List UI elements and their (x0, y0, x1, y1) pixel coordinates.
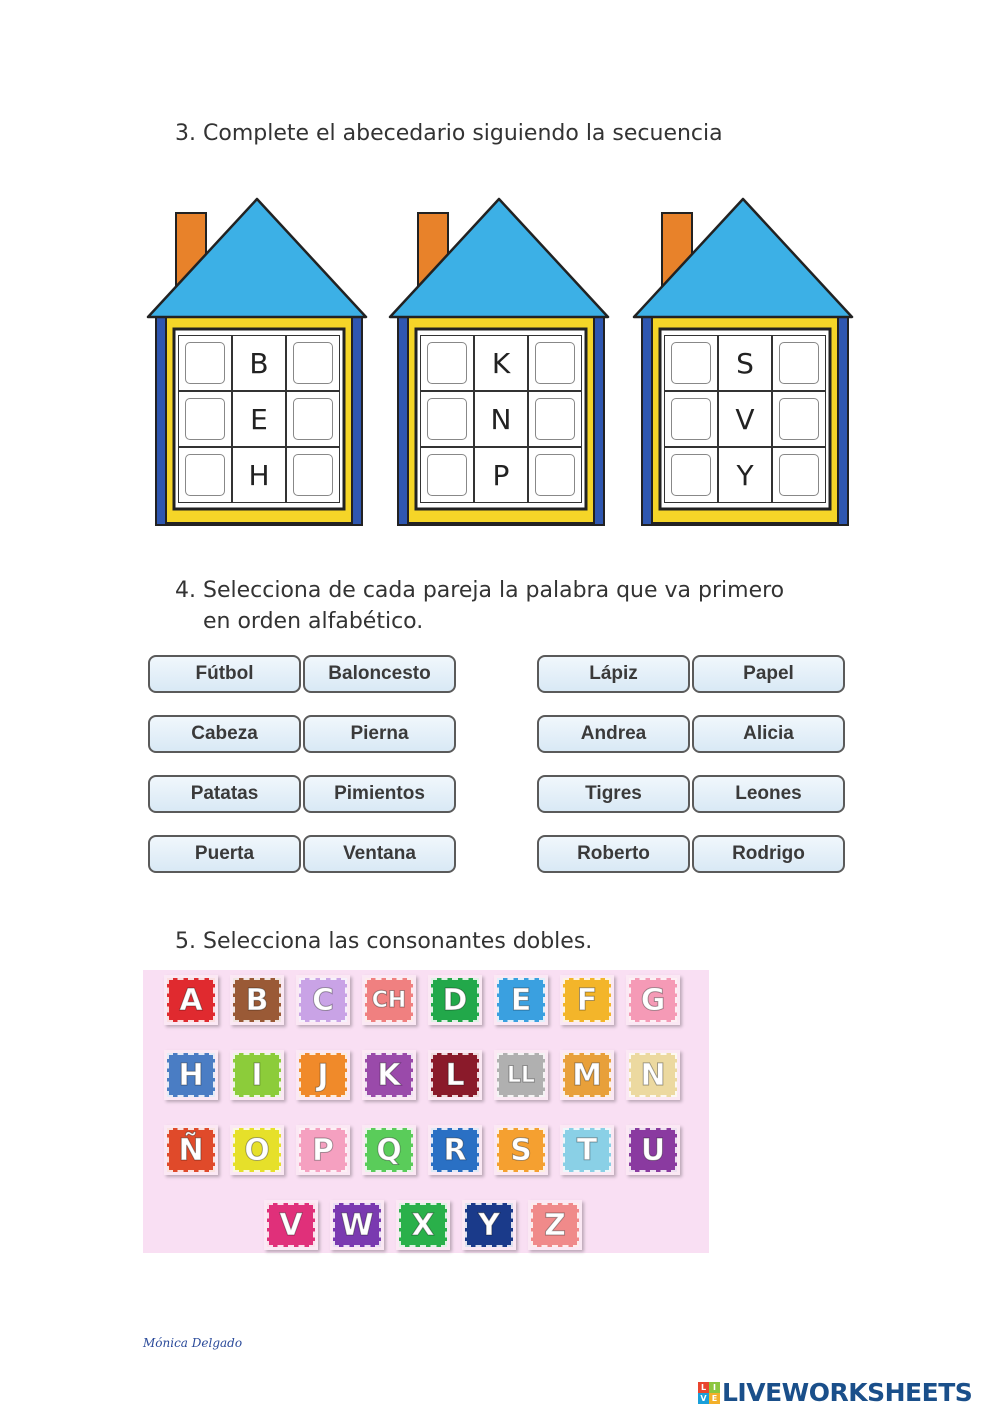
grid-cell (286, 335, 340, 391)
grid-letter: K (491, 346, 511, 380)
grid-cell (232, 391, 286, 447)
alphabet-letter: Ñ (178, 1132, 204, 1168)
word-option-button[interactable]: Tigres (537, 775, 690, 813)
grid-cell (772, 335, 826, 391)
alphabet-letter: K (377, 1057, 401, 1093)
alphabet-letter: R (443, 1132, 467, 1168)
letter-answer-box[interactable] (427, 342, 467, 384)
letter-answer-box[interactable] (671, 454, 711, 496)
grid-cell (474, 447, 528, 503)
word-pair (537, 715, 845, 755)
letter-answer-box[interactable] (671, 398, 711, 440)
grid-cell (178, 391, 232, 447)
grid-cell (474, 391, 528, 447)
alphabet-letter: CH (371, 987, 407, 1013)
grid-cell (232, 335, 286, 391)
letter-answer-box[interactable] (535, 454, 575, 496)
alphabet-letter-block[interactable] (362, 1125, 416, 1175)
word-option-button[interactable]: Roberto (537, 835, 690, 873)
alphabet-letter: S (510, 1132, 532, 1168)
alphabet-letter-block[interactable] (264, 1200, 318, 1250)
alphabet-letter: I (251, 1057, 263, 1093)
alphabet-letter: O (244, 1132, 270, 1168)
alphabet-letter-block[interactable] (362, 1050, 416, 1100)
grid-cell (718, 391, 772, 447)
letter-answer-box[interactable] (427, 454, 467, 496)
word-option-button[interactable]: Patatas (148, 775, 301, 813)
letter-answer-box[interactable] (535, 398, 575, 440)
word-option-button[interactable]: Fútbol (148, 655, 301, 693)
word-option-button[interactable]: Andrea (537, 715, 690, 753)
alphabet-letter: B (245, 982, 269, 1018)
alphabet-letter: E (510, 982, 532, 1018)
alphabet-letter: Q (376, 1132, 402, 1168)
letter-answer-box[interactable] (671, 342, 711, 384)
question-number: 4. (175, 578, 196, 603)
house-2 (386, 195, 612, 528)
alphabet-letter: W (340, 1207, 374, 1243)
alphabet-letter-block[interactable] (528, 1200, 582, 1250)
alphabet-letter-block[interactable] (494, 1125, 548, 1175)
question-4-title (175, 575, 784, 637)
question-text-line1: Selecciona de cada pareja la palabra que va primero (203, 578, 785, 603)
grid-cell (286, 447, 340, 503)
word-option-button[interactable]: Ventana (303, 835, 456, 873)
letter-answer-box[interactable] (535, 342, 575, 384)
grid-letter: B (249, 346, 269, 380)
letter-answer-box[interactable] (185, 342, 225, 384)
alphabet-letter-block[interactable] (362, 975, 416, 1025)
word-pair (537, 835, 845, 875)
question-5-title (175, 926, 592, 957)
word-pairs-right (537, 655, 845, 895)
alphabet-letter-block[interactable] (164, 975, 218, 1025)
letter-answer-box[interactable] (779, 454, 819, 496)
word-option-button[interactable]: Alicia (692, 715, 845, 753)
letter-grid (420, 335, 582, 503)
letter-answer-box[interactable] (293, 454, 333, 496)
grid-cell (528, 391, 582, 447)
alphabet-letter-block[interactable] (560, 1050, 614, 1100)
house-3 (630, 195, 856, 528)
grid-cell (420, 391, 474, 447)
letter-answer-box[interactable] (427, 398, 467, 440)
word-option-button[interactable]: Lápiz (537, 655, 690, 693)
alphabet-letter: V (279, 1207, 303, 1243)
word-option-button[interactable]: Leones (692, 775, 845, 813)
alphabet-letter-block[interactable] (230, 975, 284, 1025)
liveworksheets-wordmark: LIVEWORKSHEETS (722, 1378, 973, 1407)
alphabet-letter-block[interactable] (164, 1050, 218, 1100)
grid-cell (528, 447, 582, 503)
grid-cell (420, 335, 474, 391)
letter-answer-box[interactable] (185, 454, 225, 496)
alphabet-letter: T (576, 1132, 598, 1168)
grid-cell (718, 447, 772, 503)
grid-cell (718, 335, 772, 391)
grid-letter: Y (736, 458, 754, 492)
alphabet-letter: U (640, 1132, 666, 1168)
author-signature: Mónica Delgado (143, 1336, 243, 1350)
grid-cell (286, 391, 340, 447)
grid-letter: S (736, 346, 754, 380)
alphabet-letter: G (640, 982, 666, 1018)
alphabet-letter: C (311, 982, 335, 1018)
grid-cell (178, 335, 232, 391)
alphabet-letter-block[interactable] (494, 975, 548, 1025)
letter-answer-box[interactable] (293, 398, 333, 440)
alphabet-letter: M (572, 1057, 602, 1093)
alphabet-letter-block[interactable] (626, 1050, 680, 1100)
alphabet-letter: J (317, 1057, 329, 1093)
word-option-button[interactable]: Baloncesto (303, 655, 456, 693)
word-option-button[interactable]: Cabeza (148, 715, 301, 753)
alphabet-letter-block[interactable] (428, 1050, 482, 1100)
alphabet-letter-block[interactable] (230, 1125, 284, 1175)
word-pair (148, 835, 456, 875)
word-pair (537, 775, 845, 815)
grid-cell (474, 335, 528, 391)
word-pair (148, 715, 456, 755)
alphabet-letter-block[interactable] (396, 1200, 450, 1250)
alphabet-letter-block[interactable] (626, 1125, 680, 1175)
alphabet-letter: L (445, 1057, 465, 1093)
question-text: Selecciona las consonantes dobles. (203, 929, 593, 954)
alphabet-letter: X (411, 1207, 435, 1243)
grid-cell (664, 391, 718, 447)
alphabet-letter-block[interactable] (494, 1050, 548, 1100)
alphabet-letter: LL (506, 1062, 536, 1088)
word-option-button[interactable]: Rodrigo (692, 835, 845, 873)
word-pairs-left (148, 655, 456, 895)
question-number: 5. (175, 929, 196, 954)
question-text: Complete el abecedario siguiendo la secuencia (203, 121, 723, 146)
alphabet-letter-block[interactable] (560, 975, 614, 1025)
alphabet-letter-block[interactable] (296, 975, 350, 1025)
alphabet-letter: Z (544, 1207, 566, 1243)
word-pair (148, 775, 456, 815)
letter-answer-box[interactable] (779, 398, 819, 440)
grid-cell (232, 447, 286, 503)
grid-letter: E (250, 402, 268, 436)
letter-grid (178, 335, 340, 503)
letter-grid (664, 335, 826, 503)
alphabet-letter: H (178, 1057, 204, 1093)
alphabet-letter-block[interactable] (296, 1125, 350, 1175)
letter-answer-box[interactable] (185, 398, 225, 440)
letter-answer-box[interactable] (293, 342, 333, 384)
alphabet-letter-block[interactable] (164, 1125, 218, 1175)
alphabet-letter-block[interactable] (428, 1125, 482, 1175)
grid-cell (772, 391, 826, 447)
grid-cell (178, 447, 232, 503)
alphabet-panel (143, 970, 709, 1253)
word-option-button[interactable]: Papel (692, 655, 845, 693)
alphabet-letter-block[interactable] (296, 1050, 350, 1100)
alphabet-letter: P (312, 1132, 334, 1168)
alphabet-letter: N (640, 1057, 666, 1093)
grid-letter: H (248, 458, 270, 492)
grid-cell (528, 335, 582, 391)
liveworksheets-brand (698, 1378, 972, 1407)
word-option-button[interactable]: Puerta (148, 835, 301, 873)
question-3-title (175, 118, 723, 149)
word-pair (537, 655, 845, 695)
alphabet-letter-block[interactable] (560, 1125, 614, 1175)
alphabet-letter-block[interactable] (626, 975, 680, 1025)
alphabet-letter: F (576, 982, 598, 1018)
liveworksheets-logo-icon: L I V E (698, 1382, 720, 1404)
word-option-button[interactable]: Pimientos (303, 775, 456, 813)
alphabet-letter-block[interactable] (230, 1050, 284, 1100)
alphabet-letter: Y (478, 1207, 500, 1243)
grid-cell (664, 335, 718, 391)
grid-letter: V (735, 402, 755, 436)
house-1 (144, 195, 370, 528)
question-number: 3. (175, 121, 196, 146)
alphabet-letter-block[interactable] (462, 1200, 516, 1250)
alphabet-letter: D (442, 982, 468, 1018)
question-text-line2: en orden alfabético. (203, 609, 424, 634)
alphabet-letter-block[interactable] (428, 975, 482, 1025)
grid-cell (664, 447, 718, 503)
word-pair (148, 655, 456, 695)
grid-letter: N (490, 402, 512, 436)
alphabet-letter-block[interactable] (330, 1200, 384, 1250)
grid-cell (772, 447, 826, 503)
word-option-button[interactable]: Pierna (303, 715, 456, 753)
alphabet-letter: A (179, 982, 203, 1018)
grid-cell (420, 447, 474, 503)
grid-letter: P (492, 458, 510, 492)
letter-answer-box[interactable] (779, 342, 819, 384)
